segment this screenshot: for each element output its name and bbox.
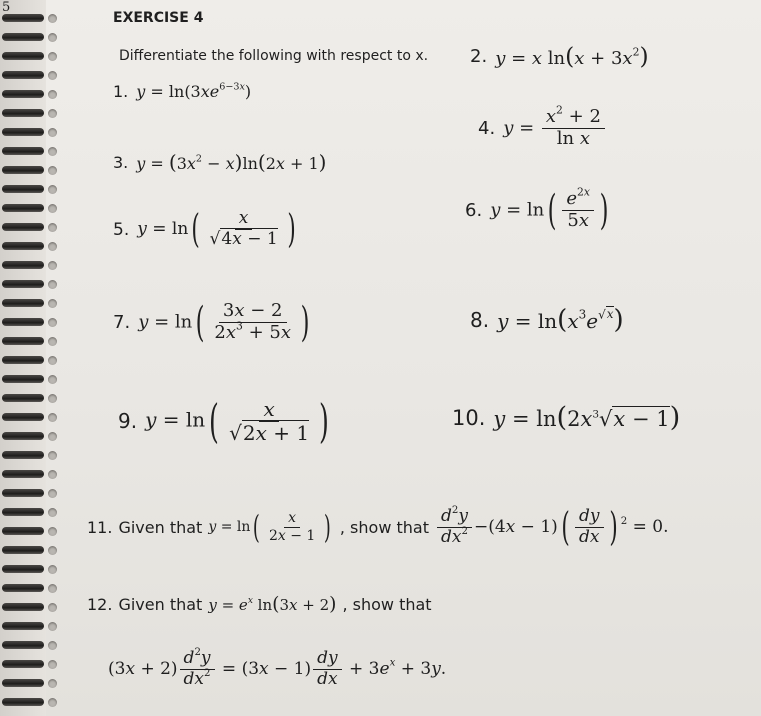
spiral-coil (2, 698, 44, 706)
binding-hole (48, 223, 57, 232)
spiral-coil (2, 508, 44, 516)
problem-11 (87, 505, 669, 550)
problem-number: 12. (87, 595, 113, 614)
binding-hole (48, 280, 57, 289)
spiral-coil (2, 204, 44, 212)
problem-number: 7. (113, 312, 131, 334)
problem-equation: y = x $\ln(x + 3x^2)$ (495, 42, 649, 70)
problem-3 (113, 150, 326, 174)
binding-hole (48, 185, 57, 194)
binding-hole (48, 375, 57, 384)
spiral-coil (2, 394, 44, 402)
given-label: Given that (118, 518, 203, 538)
binding-hole (48, 204, 57, 213)
show-label: , show that (342, 595, 432, 614)
page-number: 5 (2, 0, 11, 15)
problem-equation: y = ln( $\frac{x}{√2x + 1}$ ) (145, 394, 329, 448)
problem-equation: $y = \ln(3xe^{6-3x})$ (136, 81, 252, 101)
given-equation: y = ln( $\frac{x}{2x - 1}$ ) (208, 508, 332, 547)
spiral-coil (2, 147, 44, 155)
problem-number: 4. (478, 117, 496, 139)
problem-equation: $y = (3x^2 - x)\ln(2x + 1)$ (136, 150, 327, 174)
binding-hole (48, 489, 57, 498)
binding-hole (48, 71, 57, 80)
binding-hole (48, 33, 57, 42)
problem-6 (465, 185, 612, 234)
problem-12-show-equation: (3x + 2) $\frac{d^2y}{dx^2}$ = (3x − 1) $\frac{dy}{dx}$ + $3e^x + 3y$. (108, 646, 447, 689)
spiral-coil (2, 223, 44, 231)
spiral-coil (2, 166, 44, 174)
problem-number: 1. (113, 82, 129, 101)
problem-1 (113, 82, 251, 101)
binding-hole (48, 698, 57, 707)
spiral-coil (2, 527, 44, 535)
binding-hole (48, 508, 57, 517)
problem-number: 10. (452, 405, 486, 430)
spiral-coil (2, 413, 44, 421)
spiral-coil (2, 299, 44, 307)
binding-hole (48, 432, 57, 441)
spiral-coil (2, 242, 44, 250)
problem-equation: y = ln( $\frac{x}{√4x - 1}$ ) (137, 207, 296, 252)
spiral-coil (2, 546, 44, 554)
spiral-coil (2, 356, 44, 364)
spiral-coil (2, 641, 44, 649)
problem-equation: $y = \ln(2x^3√x - 1)$ (493, 402, 681, 433)
spiral-coil (2, 489, 44, 497)
binding-hole (48, 641, 57, 650)
problem-number: 8. (470, 308, 490, 332)
spiral-coil (2, 565, 44, 573)
binding-hole (48, 394, 57, 403)
problem-4 (478, 103, 607, 149)
binding-hole (48, 166, 57, 175)
binding-hole (48, 565, 57, 574)
binding-hole (48, 603, 57, 612)
spiral-coil (2, 337, 44, 345)
spiral-binding (0, 0, 46, 716)
spiral-coil (2, 375, 44, 383)
binding-hole (48, 679, 57, 688)
binding-hole (48, 52, 57, 61)
given-equation: $y = e^x$ ln(3x + 2) (208, 594, 337, 615)
binding-hole (48, 128, 57, 137)
spiral-coil (2, 622, 44, 630)
spiral-coil (2, 33, 44, 41)
problem-10 (452, 402, 680, 433)
spiral-coil (2, 318, 44, 326)
binding-hole (48, 451, 57, 460)
spiral-coil (2, 14, 44, 22)
problem-number: 3. (113, 152, 129, 172)
binding-hole (48, 261, 57, 270)
binding-hole (48, 90, 57, 99)
exercise-heading: EXERCISE 4 (113, 10, 204, 26)
spiral-coil (2, 71, 44, 79)
spiral-coil (2, 185, 44, 193)
binding-hole (48, 109, 57, 118)
spiral-coil (2, 261, 44, 269)
show-label: , show that (339, 518, 429, 538)
spiral-coil (2, 584, 44, 592)
problem-number: 2. (470, 45, 488, 67)
show-equation: $\frac{d^2y}{dx^2}$ −(4x − 1)( $\frac{dy}{dx}$ ) $^2$ = 0. (435, 508, 669, 547)
problem-equation: y = $\frac{x^2 + 2}{\text{ln x}}$ (503, 108, 607, 149)
problem-12 (87, 594, 432, 615)
binding-hole (48, 318, 57, 327)
spiral-coil (2, 679, 44, 687)
binding-hole (48, 242, 57, 251)
spiral-coil (2, 109, 44, 117)
binding-hole (48, 546, 57, 555)
problem-number: 5. (113, 219, 130, 240)
spiral-coil (2, 90, 44, 98)
problem-5 (113, 207, 299, 252)
problem-7 (113, 298, 313, 346)
problem-number: 11. (87, 518, 113, 538)
binding-hole (48, 147, 57, 156)
spiral-coil (2, 603, 44, 611)
binding-hole (48, 14, 57, 23)
spiral-coil (2, 432, 44, 440)
problem-9 (118, 394, 333, 448)
spiral-coil (2, 52, 44, 60)
spiral-coil (2, 280, 44, 288)
spiral-coil (2, 128, 44, 136)
problem-equation: y = ln( $\frac{e^{2x}}{5x}$ ) (490, 185, 609, 234)
spiral-coil (2, 451, 44, 459)
problem-equation: y = ln( $\frac{3x - 2}{2x^3 + 5x}$ ) (138, 298, 310, 346)
problem-equation: $y = \ln(x^3e^{√x})$ (497, 305, 624, 335)
problem-8 (470, 305, 624, 335)
spiral-coil (2, 660, 44, 668)
given-label: Given that (118, 595, 203, 614)
problem-2 (470, 42, 649, 70)
binding-hole (48, 413, 57, 422)
problem-number: 9. (118, 409, 138, 433)
binding-hole (48, 356, 57, 365)
problem-number: 6. (465, 200, 483, 222)
binding-hole (48, 299, 57, 308)
binding-hole (48, 470, 57, 479)
instruction-text: Differentiate the following with respect to x. (119, 48, 429, 64)
spiral-coil (2, 470, 44, 478)
binding-hole (48, 622, 57, 631)
binding-hole (48, 660, 57, 669)
binding-hole (48, 337, 57, 346)
binding-hole (48, 527, 57, 536)
binding-hole (48, 584, 57, 593)
